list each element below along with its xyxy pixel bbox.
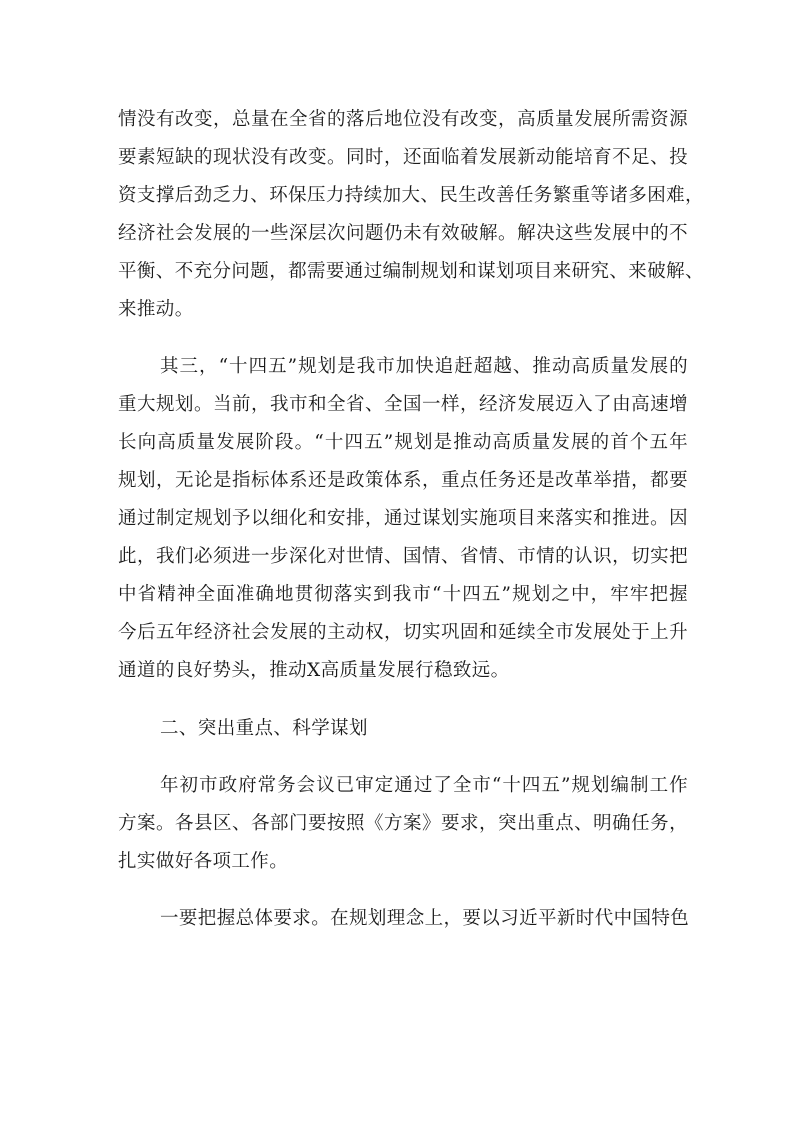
text-line: 资支撑后劲乏力、环保压力持续加大、民生改善任务繁重等诸多困难， bbox=[118, 185, 704, 206]
text-line: 一要把握总体要求。在规划理念上，要以习近平新时代中国特色 bbox=[160, 908, 690, 929]
text-line: 重大规划。当前，我市和全省、全国一样，经济发展迈入了由高速增 bbox=[118, 394, 688, 415]
text-line: 年初市政府常务会议已审定通过了全市“十四五”规划编制工作 bbox=[160, 775, 688, 796]
text-line: 方案。各县区、各部门要按照《方案》要求，突出重点、明确任务， bbox=[118, 813, 688, 834]
section-heading: 二、突出重点、科学谋划 bbox=[160, 718, 368, 739]
text-line: 长向高质量发展阶段。“十四五”规划是推动高质量发展的首个五年 bbox=[118, 432, 688, 453]
text-line: 来推动。 bbox=[118, 299, 194, 320]
text-line: 今后五年经济社会发展的主动权，切实巩固和延续全市发展处于上升 bbox=[118, 622, 688, 643]
text-line: 经济社会发展的一些深层次问题仍未有效破解。解决这些发展中的不 bbox=[118, 223, 688, 244]
text-line: 扎实做好各项工作。 bbox=[118, 851, 289, 872]
text-line: 通道的良好势头，推动X高质量发展行稳致远。 bbox=[118, 660, 510, 681]
text-line: 其三，“十四五”规划是我市加快追赶超越、推动高质量发展的 bbox=[160, 356, 688, 377]
text-line: 平衡、不充分问题，都需要通过编制规划和谋划项目来研究、来破解、 bbox=[118, 261, 704, 282]
text-line: 此，我们必须进一步深化对世情、国情、省情、市情的认识，切实把 bbox=[118, 546, 688, 567]
text-line: 要素短缺的现状没有改变。同时，还面临着发展新动能培育不足、投 bbox=[118, 147, 688, 168]
text-line: 中省精神全面准确地贯彻落实到我市“十四五”规划之中，牢牢把握 bbox=[118, 584, 688, 605]
text-line: 规划，无论是指标体系还是政策体系，重点任务还是改革举措，都要 bbox=[118, 470, 688, 491]
text-line: 情没有改变，总量在全省的落后地位没有改变，高质量发展所需资源 bbox=[118, 109, 688, 130]
text-line: 通过制定规划予以细化和安排，通过谋划实施项目来落实和推进。因 bbox=[118, 508, 688, 529]
